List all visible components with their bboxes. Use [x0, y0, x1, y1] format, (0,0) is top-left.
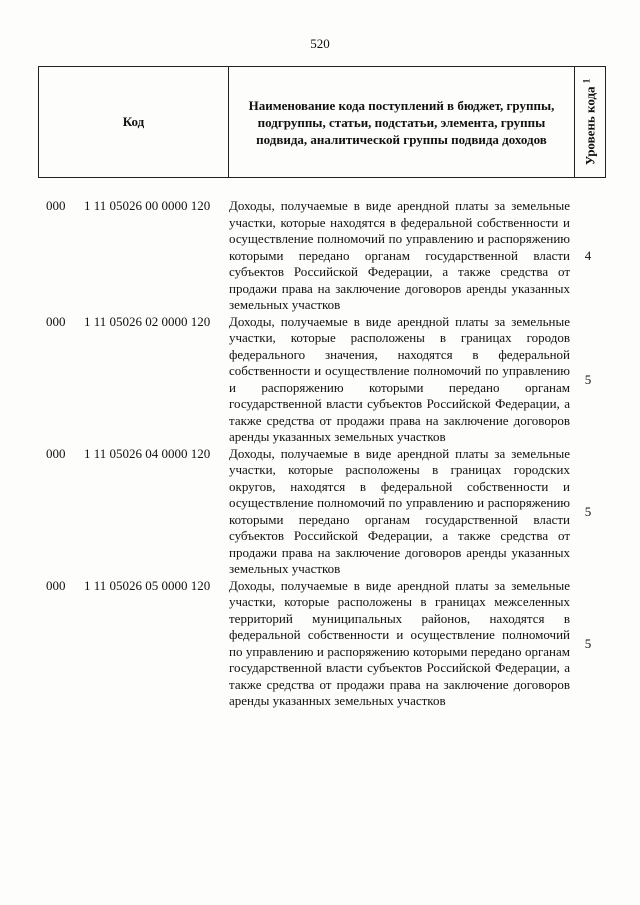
row-prefix: 000: [46, 577, 66, 593]
header-code: Код: [39, 67, 229, 177]
page-number: 520: [310, 36, 330, 51]
row-code: 1 11 05026 05 0000 120: [84, 577, 211, 593]
table-body: [46, 198, 606, 710]
header-level-text: [581, 79, 598, 166]
table-row: [46, 198, 606, 314]
row-prefix: 000: [46, 445, 66, 461]
table-header: [38, 66, 606, 178]
row-prefix: 000: [46, 313, 66, 329]
row-description: Доходы, получаемые в виде арендной платы за земельные участки, которые расположены в границах межселенных территорий муниципальных районов, находятся в федеральной собственности и осуществление полномочий по управлению и распоряжению которыми передано органам государственной власти субъектов Российской Федерации, а также средства от продажи права на заключение договоров аренды указанных земельных участков: [229, 577, 570, 708]
table-row: [46, 578, 606, 710]
header-name: Наименование кода поступлений в бюджет, группы, подгруппы, статьи, подстатьи, элемента, группы подвида, аналитической группы подвида доходов: [229, 67, 575, 177]
row-code: 1 11 05026 02 0000 120: [84, 313, 211, 329]
header-level: [575, 67, 605, 177]
row-level: 5: [584, 371, 592, 387]
header-level-label: Уровень кода: [582, 86, 598, 166]
row-code: 1 11 05026 00 0000 120: [84, 198, 211, 213]
row-description: Доходы, получаемые в виде арендной платы за земельные участки, которые расположены в границах городских округов, находятся в федеральной собственности и осуществление полномочий по управлению и распоряжению которыми передано органам государственной власти субъектов Российской Федерации, а также средства от продажи права на заключение договоров аренды указанных земельных участков: [229, 445, 570, 576]
row-prefix: 000: [46, 198, 66, 213]
table-row: [46, 446, 606, 578]
row-description: Доходы, получаемые в виде арендной платы за земельные участки, которые расположены в границах городов федерального значения, находятся в федеральной собственности и осуществление полномочий по управлению и распоряжению которыми передано органам государственной власти субъектов Российской Федерации, а также средства от продажи права на заключение договоров аренды указанных земельных участков: [229, 313, 570, 444]
row-level: 5: [584, 635, 592, 651]
row-description: Доходы, получаемые в виде арендной платы за земельные участки, которые находятся в федеральной собственности и осуществление полномочий по управлению и распоряжению которыми передано органам государственной власти субъектов Российской Федерации, а также средства от продажи права на заключение договоров аренды указанных земельных участков: [229, 198, 570, 312]
row-level: 4: [584, 247, 592, 263]
row-level: 5: [584, 503, 592, 519]
table-row: [46, 314, 606, 446]
header-level-footnote: 1: [581, 78, 592, 84]
row-code: 1 11 05026 04 0000 120: [84, 445, 211, 461]
